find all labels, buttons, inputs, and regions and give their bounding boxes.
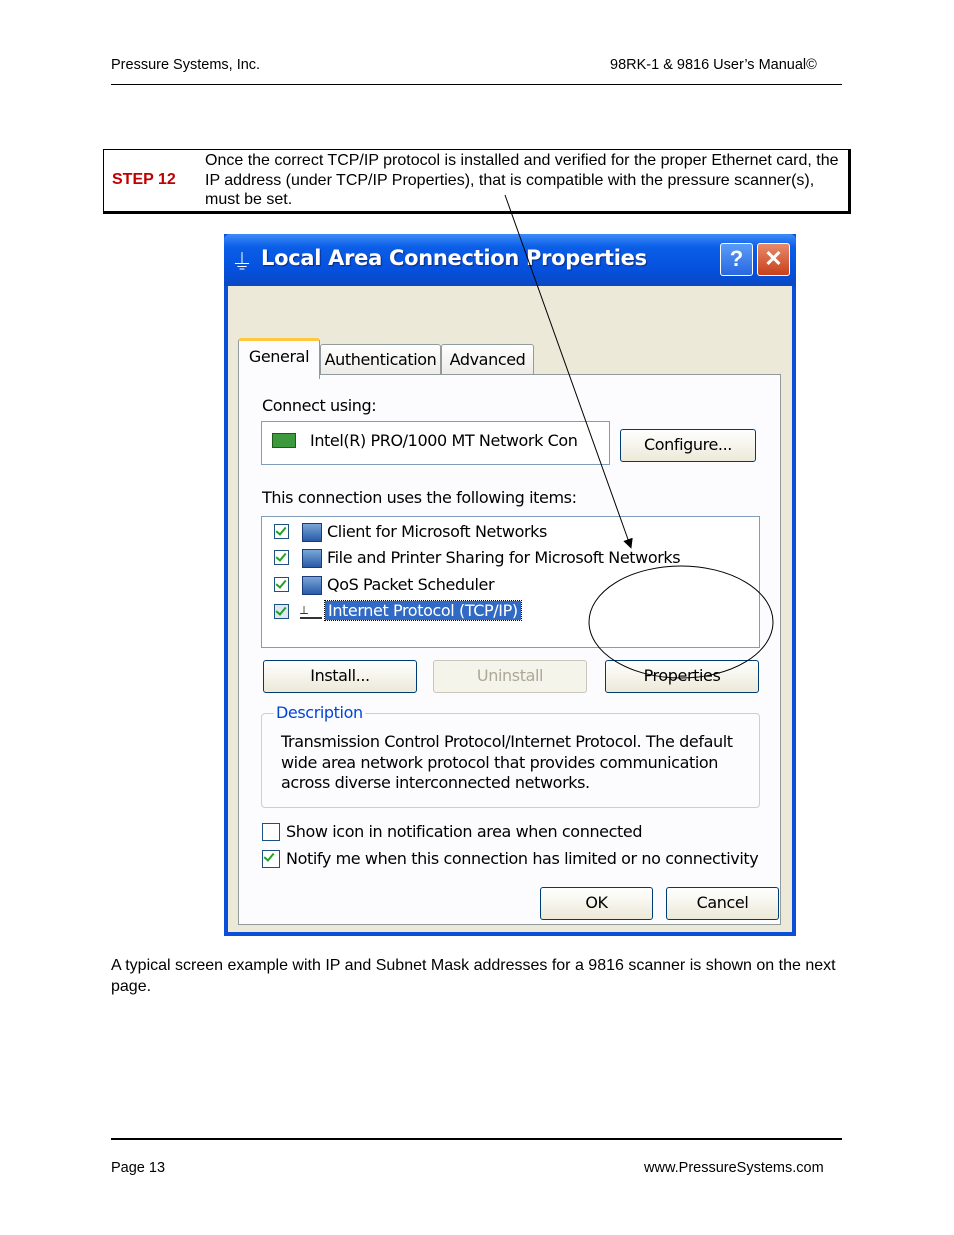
item-label: Client for Microsoft Networks xyxy=(327,522,547,541)
item-label: QoS Packet Scheduler xyxy=(327,575,495,594)
description-title: Description xyxy=(276,703,363,722)
tab-advanced[interactable]: Advanced xyxy=(441,344,534,375)
step-label: STEP 12 xyxy=(112,171,176,188)
help-button[interactable]: ? xyxy=(720,243,753,276)
show-icon-label: Show icon in notification area when connected xyxy=(286,822,643,841)
footer-page-number: Page 13 xyxy=(111,1160,166,1176)
description-text: Transmission Control Protocol/Internet Protocol. The default wide area network protocol that provides communication across diverse interconnected networks. xyxy=(281,732,733,792)
configure-button[interactable]: Configure... xyxy=(620,429,756,462)
item-label: File and Printer Sharing for Microsoft Networks xyxy=(327,548,681,567)
annotation-circle xyxy=(589,566,773,678)
ok-button[interactable]: OK xyxy=(540,887,653,920)
tab-authentication[interactable]: Authentication xyxy=(320,344,441,375)
cancel-button[interactable]: Cancel xyxy=(666,887,779,920)
install-button[interactable]: Install... xyxy=(263,660,417,693)
connect-using-label: Connect using: xyxy=(262,396,377,415)
network-connection-icon: ⏚ xyxy=(231,250,254,275)
header-company: Pressure Systems, Inc. xyxy=(111,57,261,73)
item-label: Internet Protocol (TCP/IP) xyxy=(325,601,521,620)
tab-general[interactable]: General xyxy=(238,338,320,379)
footer-website: www.PressureSystems.com xyxy=(644,1160,824,1176)
adapter-name: Intel(R) PRO/1000 MT Network Con xyxy=(310,431,578,450)
properties-button[interactable]: Properties xyxy=(605,660,759,693)
dialog-title: Local Area Connection Properties xyxy=(261,246,647,270)
close-button[interactable]: ✕ xyxy=(757,243,790,276)
annotation-arrow xyxy=(505,195,630,545)
body-paragraph: A typical screen example with IP and Subnet Mask addresses for a 9816 scanner is shown on the next page. xyxy=(111,957,836,995)
step-text: Once the correct TCP/IP protocol is installed and verified for the proper Ethernet card, the IP address (under TCP/IP Properties), that is compatible with the pressure scanner(s), must be set. xyxy=(205,152,839,208)
items-label: This connection uses the following items: xyxy=(262,488,577,507)
footer-rule xyxy=(111,1138,842,1140)
header-manual-title: 98RK-1 & 9816 User’s Manual© xyxy=(610,57,817,73)
notify-label: Notify me when this connection has limited or no connectivity xyxy=(286,849,759,868)
uninstall-button: Uninstall xyxy=(433,660,587,693)
protocol-icon: ⟂ xyxy=(300,603,322,619)
